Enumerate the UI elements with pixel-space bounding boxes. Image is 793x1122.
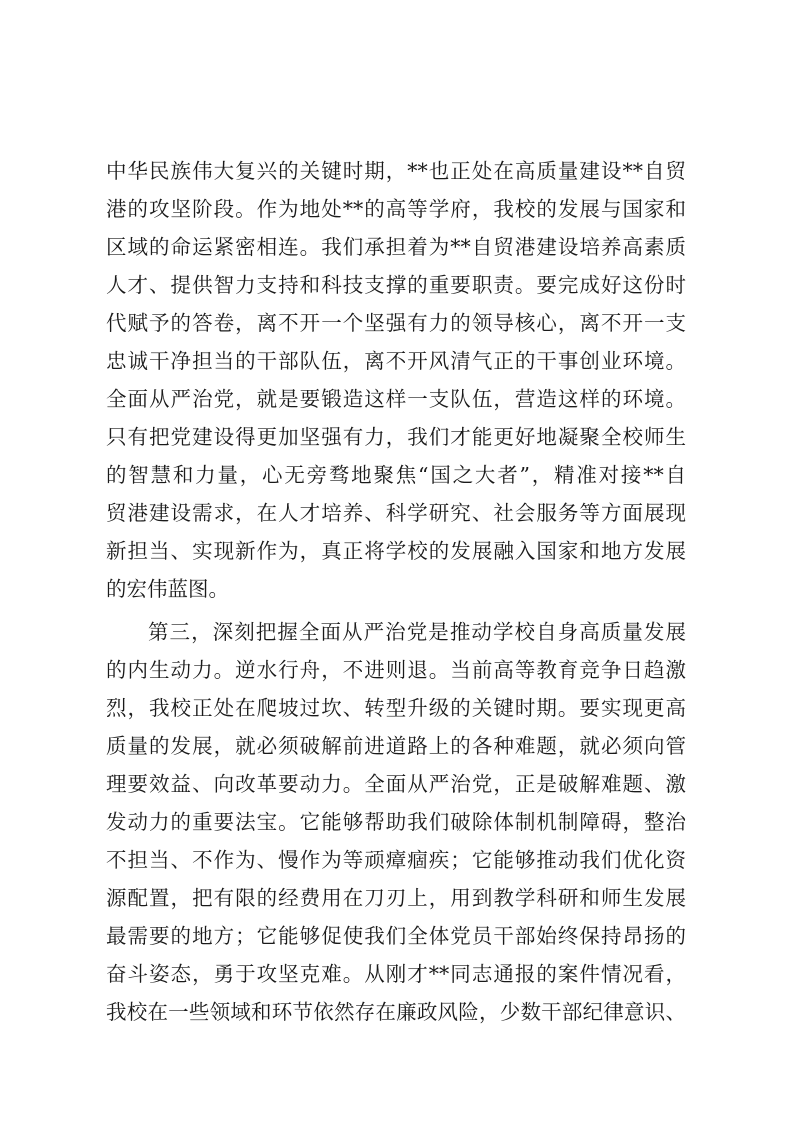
paragraph-1-line-9: 的智慧和力量，心无旁骛地聚焦“国之大者”，精准对接**自	[106, 463, 686, 487]
paragraph-2-line-6: 发动力的重要法宝。它能够帮助我们破除体制机制障碍，整治	[106, 810, 686, 834]
paragraph-2-line-10: 奋斗姿态，勇于攻坚克难。从刚才**同志通报的案件情况看，	[106, 962, 686, 986]
paragraph-2-line-9: 最需要的地方；它能够促使我们全体党员干部始终保持昂扬的	[106, 924, 686, 948]
paragraph-2-line-2: 的内生动力。逆水行舟，不进则退。当前高等教育竞争日趋激	[106, 658, 686, 682]
paragraph-1-line-2: 港的攻坚阶段。作为地处**的高等学府，我校的发展与国家和	[106, 197, 686, 221]
paragraph-1-line-4: 人才、提供智力支持和科技支撑的重要职责。要完成好这份时	[106, 273, 686, 297]
paragraph-1-line-11: 新担当、实现新作为，真正将学校的发展融入国家和地方发展	[106, 539, 686, 563]
paragraph-1-line-1: 中华民族伟大复兴的关键时期，**也正处在高质量建设**自贸	[106, 159, 686, 183]
paragraph-1-line-6: 忠诚干净担当的干部队伍，离不开风清气正的干事创业环境。	[106, 349, 686, 373]
paragraph-2-line-4: 质量的发展，就必须破解前进道路上的各种难题，就必须向管	[106, 734, 686, 758]
paragraph-1-line-10: 贸港建设需求，在人才培养、科学研究、社会服务等方面展现	[106, 501, 686, 525]
paragraph-2-line-5: 理要效益、向改革要动力。全面从严治党，正是破解难题、激	[106, 772, 686, 796]
paragraph-1-line-5: 代赋予的答卷，离不开一个坚强有力的领导核心，离不开一支	[106, 311, 686, 335]
paragraph-2-line-3: 烈，我校正处在爬坡过坎、转型升级的关键时期。要实现更高	[106, 696, 686, 720]
paragraph-2-line-7: 不担当、不作为、慢作为等顽瘴痼疾；它能够推动我们优化资	[106, 848, 686, 872]
paragraph-1-line-7: 全面从严治党，就是要锻造这样一支队伍，营造这样的环境。	[106, 387, 686, 411]
paragraph-1-line-3: 区域的命运紧密相连。我们承担着为**自贸港建设培养高素质	[106, 235, 686, 259]
paragraph-2-line-1: 第三，深刻把握全面从严治党是推动学校自身高质量发展	[148, 620, 686, 644]
paragraph-1-line-8: 只有把党建设得更加坚强有力，我们才能更好地凝聚全校师生	[106, 425, 686, 449]
paragraph-1-line-12: 的宏伟蓝图。	[106, 577, 229, 601]
paragraph-2-line-11: 我校在一些领域和环节依然存在廉政风险，少数干部纪律意识、	[106, 1000, 686, 1024]
paragraph-2-line-8: 源配置，把有限的经费用在刀刃上，用到教学科研和师生发展	[106, 886, 686, 910]
